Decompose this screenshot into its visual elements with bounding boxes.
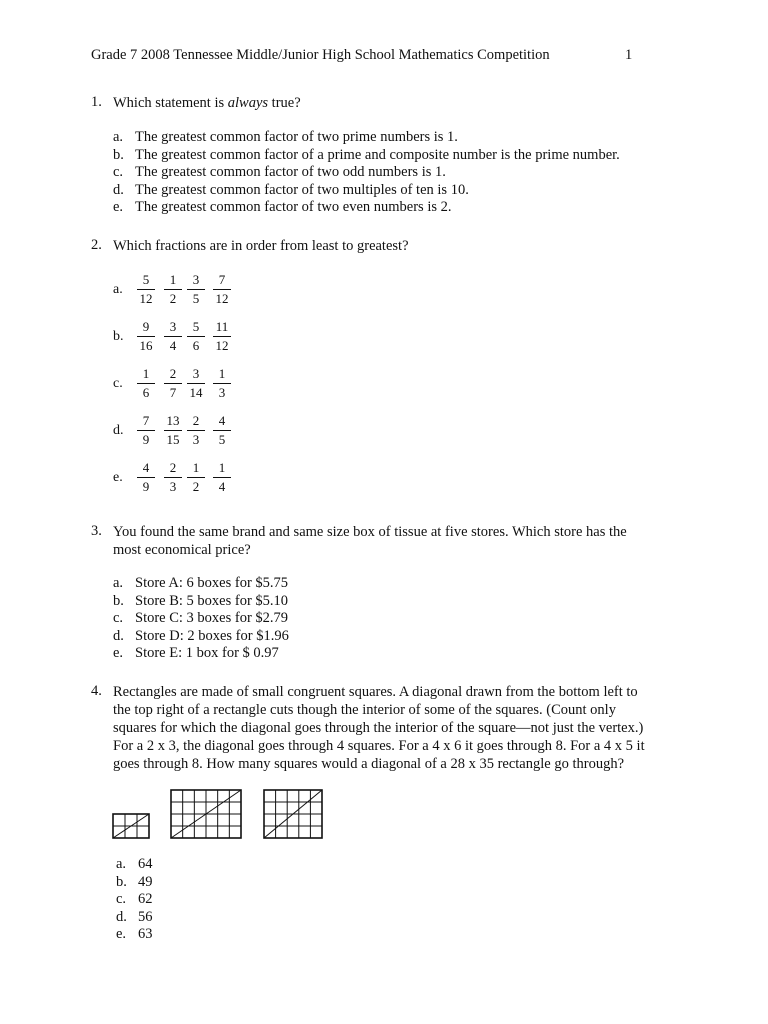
- question-3-number: 3.: [91, 523, 102, 539]
- fraction-numerator: 3: [169, 319, 177, 334]
- question-4-option-d[interactable]: [116, 909, 153, 927]
- question-1-emphasis: always: [227, 95, 269, 111]
- question-3-option-c[interactable]: [113, 610, 289, 628]
- fraction-denominator: 16: [139, 338, 153, 353]
- fraction-numerator: 4: [218, 413, 226, 428]
- question-3-option-e[interactable]: [113, 645, 289, 663]
- fraction: [185, 272, 207, 307]
- fraction: [185, 460, 207, 495]
- question-1-number: 1.: [91, 94, 102, 110]
- question-3-option-d[interactable]: [113, 628, 289, 646]
- fraction-bar: [213, 336, 231, 337]
- option-letter: c.: [116, 891, 127, 907]
- option-letter: b.: [113, 146, 124, 163]
- question-4-text-line: squares for which the diagonal goes through the interior of the square—not just the vertex.): [113, 720, 644, 736]
- grid-diagram-4x6: [170, 789, 242, 839]
- fraction: [211, 319, 233, 354]
- question-3-options: [113, 575, 289, 663]
- fraction-bar: [187, 383, 205, 384]
- question-2-number: 2.: [91, 237, 102, 253]
- question-4-option-e[interactable]: [116, 926, 153, 944]
- question-3-text-line: You found the same brand and same size box of tissue at five stores. Which store has the: [113, 524, 627, 540]
- fraction-denominator: 5: [192, 291, 200, 306]
- question-1-option-e[interactable]: [113, 199, 620, 217]
- fraction-numerator: 9: [142, 319, 150, 334]
- fraction-bar: [187, 289, 205, 290]
- question-1-options: [113, 129, 620, 217]
- option-text: 63: [138, 926, 153, 942]
- fraction-bar: [137, 336, 155, 337]
- option-text: 56: [138, 908, 153, 925]
- fraction-numerator: 1: [169, 272, 177, 287]
- option-letter: e.: [113, 470, 123, 485]
- fraction: [211, 460, 233, 495]
- question-4-text-line: goes through 8. How many squares would a diagonal of a 28 x 35 rectangle go through?: [113, 756, 625, 772]
- fraction-numerator: 7: [142, 413, 150, 428]
- fraction-bar: [164, 336, 182, 337]
- fraction-denominator: 15: [166, 432, 180, 447]
- fraction-numerator: 4: [142, 460, 150, 475]
- fraction: [211, 413, 233, 448]
- fraction-numerator: 13: [166, 413, 180, 428]
- question-3-text-line: most economical price?: [113, 542, 251, 558]
- question-1-text: [113, 94, 301, 112]
- option-letter: c.: [113, 610, 124, 626]
- option-letter: c.: [113, 376, 123, 391]
- option-letter: e.: [113, 645, 124, 661]
- fraction-numerator: 2: [169, 460, 177, 475]
- fraction-bar: [164, 430, 182, 431]
- option-text: 49: [138, 873, 153, 890]
- option-letter: b.: [113, 329, 124, 344]
- option-letter: d.: [113, 423, 124, 438]
- fraction: [185, 319, 207, 354]
- option-text: The greatest common factor of two multiples of ten is 10.: [135, 181, 469, 198]
- fraction: [162, 272, 184, 307]
- question-4-text-line: For a 2 x 3, the diagonal goes through 4 squares. For a 4 x 6 it goes through 8. For a 4 x 5 it: [113, 738, 645, 754]
- question-1-option-d[interactable]: [113, 182, 620, 200]
- fraction-numerator: 7: [218, 272, 226, 287]
- fraction-denominator: 3: [169, 479, 177, 494]
- fraction: [162, 413, 184, 448]
- option-text: 64: [138, 856, 153, 872]
- fraction-numerator: 1: [142, 366, 150, 381]
- fraction-numerator: 1: [218, 460, 226, 475]
- fraction-denominator: 12: [139, 291, 153, 306]
- option-letter: a.: [113, 282, 123, 297]
- fraction-denominator: 6: [192, 338, 200, 353]
- question-3-option-b[interactable]: [113, 593, 289, 611]
- fraction: [135, 366, 157, 401]
- option-letter: b.: [113, 592, 124, 609]
- fraction-bar: [187, 430, 205, 431]
- fraction-bar: [187, 336, 205, 337]
- grid-diagram-2x3: [112, 813, 150, 839]
- fraction-denominator: 4: [169, 338, 177, 353]
- option-letter: d.: [113, 181, 124, 198]
- option-letter: d.: [113, 627, 124, 644]
- fraction-bar: [137, 289, 155, 290]
- fraction-bar: [187, 477, 205, 478]
- option-text: The greatest common factor of two prime numbers is 1.: [135, 129, 458, 145]
- fraction-denominator: 2: [169, 291, 177, 306]
- fraction-bar: [164, 477, 182, 478]
- fraction-bar: [164, 383, 182, 384]
- fraction-denominator: 9: [142, 432, 150, 447]
- fraction-numerator: 11: [215, 319, 229, 334]
- fraction-denominator: 7: [169, 385, 177, 400]
- fraction: [162, 319, 184, 354]
- page-header-title: Grade 7 2008 Tennessee Middle/Junior High School Mathematics Competition: [91, 47, 550, 63]
- option-text: Store A: 6 boxes for $5.75: [135, 575, 289, 591]
- question-4-text-line: Rectangles are made of small congruent squares. A diagonal drawn from the bottom left to: [113, 684, 638, 700]
- fraction-denominator: 9: [142, 479, 150, 494]
- question-3-option-a[interactable]: [113, 575, 289, 593]
- fraction-bar: [213, 383, 231, 384]
- question-4-option-b[interactable]: [116, 874, 153, 892]
- question-1-option-c[interactable]: [113, 164, 620, 182]
- fraction-denominator: 14: [189, 385, 203, 400]
- question-1-option-a[interactable]: [113, 129, 620, 147]
- option-text: Store B: 5 boxes for $5.10: [135, 592, 289, 609]
- question-4-text-line: the top right of a rectangle cuts though the interior of some of the squares. (Count only: [113, 702, 616, 718]
- option-text: The greatest common factor of two odd numbers is 1.: [135, 164, 446, 180]
- option-text: Store E: 1 box for $ 0.97: [135, 645, 279, 661]
- option-letter: a.: [116, 856, 127, 872]
- fraction: [211, 366, 233, 401]
- question-1-text-start: Which statement is: [113, 95, 228, 111]
- grid-diagram-4x5: [263, 789, 323, 839]
- fraction-bar: [137, 430, 155, 431]
- fraction: [162, 366, 184, 401]
- fraction-bar: [137, 383, 155, 384]
- question-4-option-c[interactable]: [116, 891, 153, 909]
- fraction-bar: [137, 477, 155, 478]
- option-letter: c.: [113, 164, 124, 180]
- question-4-option-a[interactable]: [116, 856, 153, 874]
- option-text: The greatest common factor of a prime and composite number is the prime number.: [135, 146, 620, 163]
- option-letter: e.: [116, 926, 127, 942]
- fraction-numerator: 2: [169, 366, 177, 381]
- fraction: [135, 272, 157, 307]
- fraction-numerator: 1: [192, 460, 200, 475]
- fraction-numerator: 3: [192, 366, 200, 381]
- fraction-denominator: 4: [218, 479, 226, 494]
- fraction-bar: [164, 289, 182, 290]
- fraction-denominator: 12: [215, 338, 229, 353]
- option-text: The greatest common factor of two even numbers is 2.: [135, 199, 452, 215]
- fraction-numerator: 5: [142, 272, 150, 287]
- fraction-numerator: 2: [192, 413, 200, 428]
- question-1-text-end: true?: [268, 95, 301, 111]
- question-2-text: Which fractions are in order from least to greatest?: [113, 238, 409, 254]
- fraction-denominator: 2: [192, 479, 200, 494]
- fraction-denominator: 6: [142, 385, 150, 400]
- fraction: [185, 366, 207, 401]
- fraction-numerator: 1: [218, 366, 226, 381]
- fraction: [135, 413, 157, 448]
- fraction: [135, 460, 157, 495]
- fraction: [135, 319, 157, 354]
- fraction-denominator: 3: [192, 432, 200, 447]
- option-letter: a.: [113, 129, 124, 145]
- option-text: Store D: 2 boxes for $1.96: [135, 627, 289, 644]
- option-text: 62: [138, 891, 153, 907]
- option-text: Store C: 3 boxes for $2.79: [135, 610, 289, 626]
- fraction: [211, 272, 233, 307]
- question-1-option-b[interactable]: [113, 147, 620, 165]
- fraction-bar: [213, 477, 231, 478]
- fraction-denominator: 3: [218, 385, 226, 400]
- fraction: [162, 460, 184, 495]
- fraction-denominator: 12: [215, 291, 229, 306]
- option-letter: e.: [113, 199, 124, 215]
- question-4-text: [113, 683, 645, 773]
- question-4-number: 4.: [91, 683, 102, 699]
- option-letter: a.: [113, 575, 124, 591]
- fraction-bar: [213, 289, 231, 290]
- option-letter: b.: [116, 873, 127, 890]
- fraction: [185, 413, 207, 448]
- fraction-numerator: 3: [192, 272, 200, 287]
- page-number: 1: [625, 47, 633, 63]
- option-letter: d.: [116, 908, 127, 925]
- fraction-bar: [213, 430, 231, 431]
- question-3-text: [113, 523, 627, 559]
- fraction-denominator: 5: [218, 432, 226, 447]
- fraction-numerator: 5: [192, 319, 200, 334]
- question-4-options: [116, 856, 153, 944]
